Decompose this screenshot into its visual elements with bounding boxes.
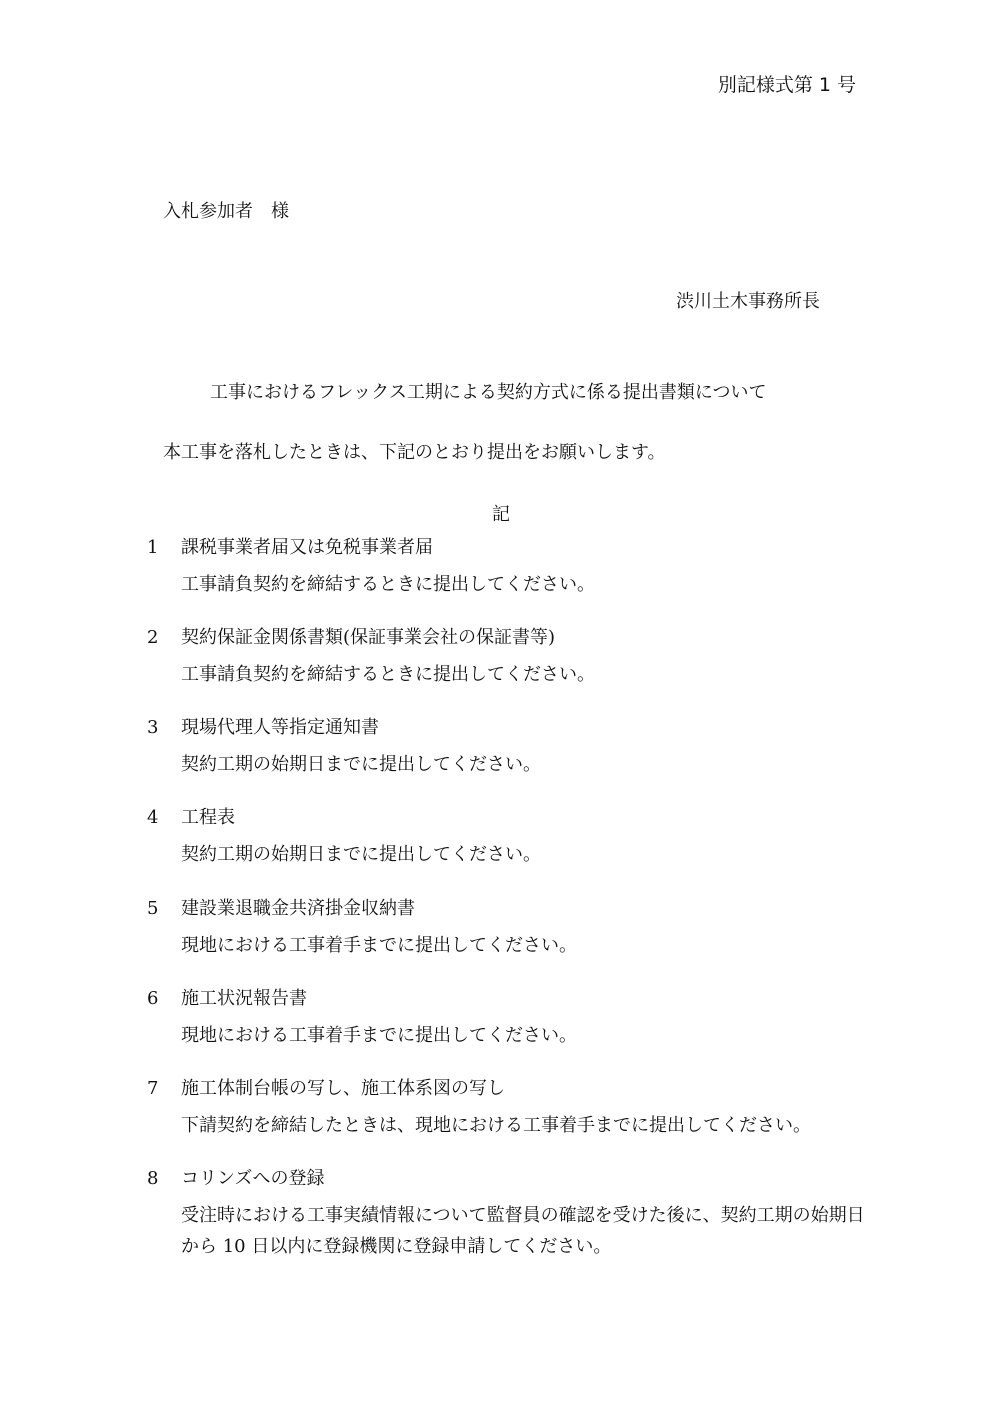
item-body: 現地における工事着手までに提出してください。 (181, 1025, 577, 1046)
item-number: 2 (147, 627, 159, 648)
list-item (147, 809, 867, 870)
item-body: 受注時における工事実績情報について監督員の確認を受けた後に、契約工期の始期日から 10 日以内に登録機関に登録申請してください。 (181, 1205, 865, 1257)
item-number: 5 (147, 898, 159, 919)
item-body: 契約工期の始期日までに提出してください。 (181, 754, 541, 775)
document-subject: 工事におけるフレックス工期による契約方式に係る提出書類について (210, 382, 767, 403)
list-item (147, 1080, 867, 1141)
item-title: 契約保証金関係書類(保証事業会社の保証書等) (181, 627, 556, 648)
item-body: 工事請負契約を締結するときに提出してください。 (181, 664, 595, 685)
intro-text: 本工事を落札したときは、下記のとおり提出をお願いします。 (163, 442, 666, 463)
list-item (147, 990, 867, 1051)
item-number: 3 (147, 717, 159, 738)
list-item (147, 539, 867, 600)
item-title: 施工状況報告書 (181, 988, 307, 1009)
item-title: 課税事業者届又は免税事業者届 (181, 537, 433, 558)
item-body: 現地における工事着手までに提出してください。 (181, 935, 577, 956)
item-body: 下請契約を締結したときは、現地における工事着手までに提出してください。 (181, 1115, 811, 1136)
item-number: 8 (147, 1168, 159, 1189)
item-number: 7 (147, 1078, 159, 1099)
item-title: 施工体制台帳の写し、施工体系図の写し (181, 1078, 505, 1099)
item-title: コリンズへの登録 (181, 1168, 325, 1189)
ki-heading: 記 (492, 504, 510, 525)
list-item (147, 900, 867, 961)
item-number: 4 (147, 807, 159, 828)
item-body: 契約工期の始期日までに提出してください。 (181, 844, 541, 865)
item-number: 1 (147, 537, 159, 558)
addressee: 入札参加者 様 (163, 201, 289, 222)
item-title: 建設業退職金共済掛金収納書 (181, 898, 415, 919)
item-body: 工事請負契約を締結するときに提出してください。 (181, 574, 595, 595)
sender: 渋川土木事務所長 (676, 291, 820, 312)
item-title: 現場代理人等指定通知書 (181, 717, 379, 738)
list-item (147, 629, 867, 690)
item-title: 工程表 (181, 807, 235, 828)
list-item (147, 719, 867, 780)
item-number: 6 (147, 988, 159, 1009)
list-item (147, 1170, 867, 1262)
form-number: 別記様式第 1 号 (717, 74, 856, 96)
